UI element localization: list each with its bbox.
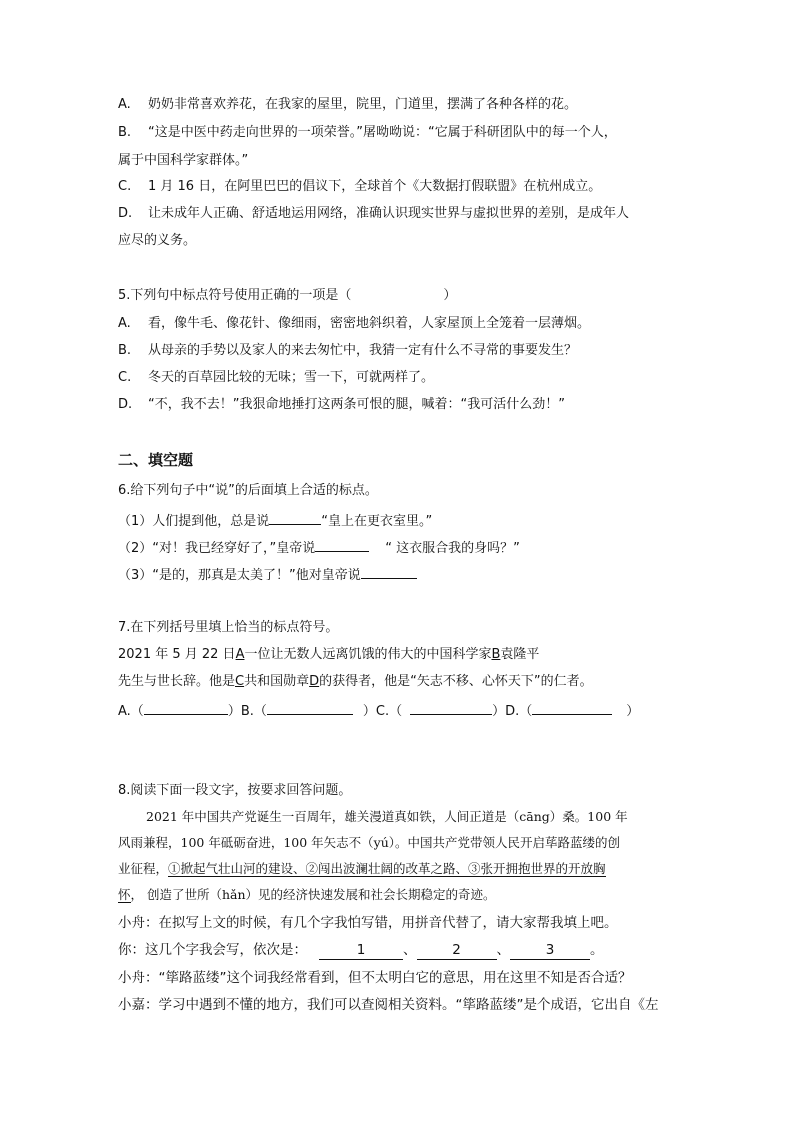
mark-c: C	[235, 674, 245, 689]
option-text: 奶奶非常喜欢养花，在我家的屋里，院里，门道里，摆满了各种各样的花。	[148, 97, 578, 112]
passage-line-1: 2021 年中国共产党诞生一百周年，雄关漫道真如铁，人间正道是（cāng）桑。100 年	[146, 809, 628, 824]
q4-option-d	[118, 205, 629, 223]
sentence-text: 袁隆平	[500, 647, 540, 662]
fill-blank[interactable]	[361, 564, 417, 579]
sentence-text: 2021 年 5 月 22 日	[118, 647, 236, 662]
option-key: D.	[118, 397, 133, 412]
q4-option-d-cont: 应尽的义务。	[118, 233, 197, 248]
passage-line-4	[118, 886, 496, 904]
q4-option-a	[118, 96, 577, 114]
q5-option-c	[118, 369, 434, 387]
blank-number: 2	[452, 942, 461, 958]
sentence-text: 一位让无数人远离饥饿的伟大的中国科学家	[244, 647, 492, 662]
item-text: （1）人们提到他，总是说	[118, 514, 270, 529]
item-text: （2）“对！我已经穿好了，”皇帝说	[118, 541, 316, 556]
fill-blank-2[interactable]	[417, 941, 497, 960]
fill-blank[interactable]	[267, 700, 353, 715]
q7-line-1	[118, 646, 539, 664]
fill-blank[interactable]	[532, 700, 612, 715]
q7-stem: 7.在下列括号里填上恰当的标点符号。	[118, 620, 339, 635]
fill-blank[interactable]	[144, 700, 228, 715]
passage-text: 业征程，	[118, 861, 169, 876]
answer-label-b: ）B.（	[227, 704, 267, 719]
dialogue-line-4: 小嘉：学习中遇到不懂的地方，我们可以查阅相关资料。“筚路蓝缕”是个成语，它出自《左	[118, 997, 659, 1013]
q4-option-b	[118, 124, 617, 142]
q7-answers	[118, 700, 639, 721]
underlined-text: 怀	[118, 887, 131, 902]
option-text: “不，我不去！”我狠命地捶打这两条可恨的腿，喊着：“我可活什么劲！”	[148, 397, 565, 412]
fill-blank[interactable]	[269, 510, 321, 525]
section-title: 二、填空题	[118, 451, 194, 469]
dialogue-line-2	[118, 941, 604, 960]
q6-item-1	[118, 510, 432, 531]
q6-stem: 6.给下列句子中“说”的后面填上合适的标点。	[118, 483, 378, 498]
q6-item-3	[118, 564, 417, 585]
q4-option-b-cont: 属于中国科学家群体。”	[118, 153, 249, 168]
q5-option-d	[118, 396, 565, 414]
q5-stem	[118, 287, 456, 305]
option-text: 冬天的百草园比较的无味；雪一下，可就两样了。	[148, 370, 435, 385]
passage-line-3	[118, 860, 606, 878]
mark-b: B	[491, 647, 501, 662]
answer-end: ）	[626, 704, 640, 719]
option-key: C.	[118, 179, 132, 194]
option-key: D.	[118, 206, 133, 221]
mark-a: A	[235, 647, 245, 662]
fill-blank-1[interactable]	[319, 941, 403, 960]
period: 。	[590, 942, 604, 958]
answer-label-a: A.（	[118, 704, 144, 719]
option-key: A.	[118, 97, 131, 112]
q8-stem: 8.阅读下面一段文字，按要求回答问题。	[118, 783, 352, 798]
option-text: 看，像牛毛、像花针、像细雨，密密地斜织着，人家屋顶上全笼着一层薄烟。	[148, 316, 591, 331]
item-text: （3）“是的，那真是太美了！”他对皇帝说	[118, 568, 361, 583]
passage-text: ， 创造了世所（hǎn）见的经济快速发展和社会长期稳定的奇迹。	[130, 887, 496, 902]
blank-number: 1	[356, 942, 366, 958]
option-key: A.	[118, 316, 131, 331]
q5-stem-text: 5.下列句中标点符号使用正确的一项是（	[118, 288, 352, 303]
dialogue-line-1: 小舟：在拟写上文的时候，有几个字我怕写错，用拼音代替了，请大家帮我填上吧。	[118, 915, 618, 931]
sentence-text: 共和国勋章	[244, 674, 310, 689]
separator: 、	[496, 942, 510, 958]
option-text: 让未成年人正确、舒适地运用网络，准确认识现实世界与虚拟世界的差别，是成年人	[148, 206, 630, 221]
fill-blank-3[interactable]	[510, 941, 590, 960]
underlined-text: ①掀起气壮山河的建设、②闯出波澜壮阔的改革之路、③张开拥抱世界的开放胸	[168, 861, 606, 876]
item-text: “ 这衣服合我的身吗？”	[385, 541, 520, 556]
option-text: 1 月 16 日，在阿里巴巴的倡议下，全球首个《大数据打假联盟》在杭州成立。	[148, 179, 602, 194]
option-text: 从母亲的手势以及家人的来去匆忙中，我猜一定有什么不寻常的事要发生？	[148, 343, 578, 358]
sentence-text: 先生与世长辞。他是	[118, 674, 236, 689]
blank-number: 3	[545, 942, 555, 958]
dialogue-text: 你：这几个字我会写，依次是：	[118, 942, 307, 958]
separator: 、	[403, 942, 417, 958]
item-text: “皇上在更衣室里。”	[321, 514, 433, 529]
q6-item-2	[118, 537, 520, 558]
passage-line-2: 风雨兼程，100 年砥砺奋进，100 年矢志不（yú）。中国共产党带领人民开启荜路蓝缕的创	[118, 835, 621, 850]
option-key: C.	[118, 370, 132, 385]
answer-label-d: ）D.（	[492, 704, 533, 719]
answer-label-c: ）C.（	[362, 704, 403, 719]
option-key: B.	[118, 125, 132, 140]
q5-stem-end: ）	[443, 288, 457, 303]
fill-blank[interactable]	[410, 700, 492, 715]
fill-blank[interactable]	[315, 537, 369, 552]
option-key: B.	[118, 343, 132, 358]
sentence-text: 的获得者，他是“矢志不移、心怀天下”的仁者。	[319, 674, 593, 689]
q5-option-a	[118, 315, 590, 333]
mark-d: D	[309, 674, 320, 689]
q5-option-b	[118, 342, 577, 360]
q7-line-2	[118, 673, 593, 691]
option-text: “这是中医中药走向世界的一项荣誉。”屠呦呦说：“它属于科研团队中的每一个人，	[148, 125, 617, 140]
dialogue-line-3: 小舟：“筚路蓝缕”这个词我经常看到，但不太明白它的意思，用在这里不知是否合适？	[118, 970, 632, 986]
q4-option-c	[118, 178, 601, 196]
